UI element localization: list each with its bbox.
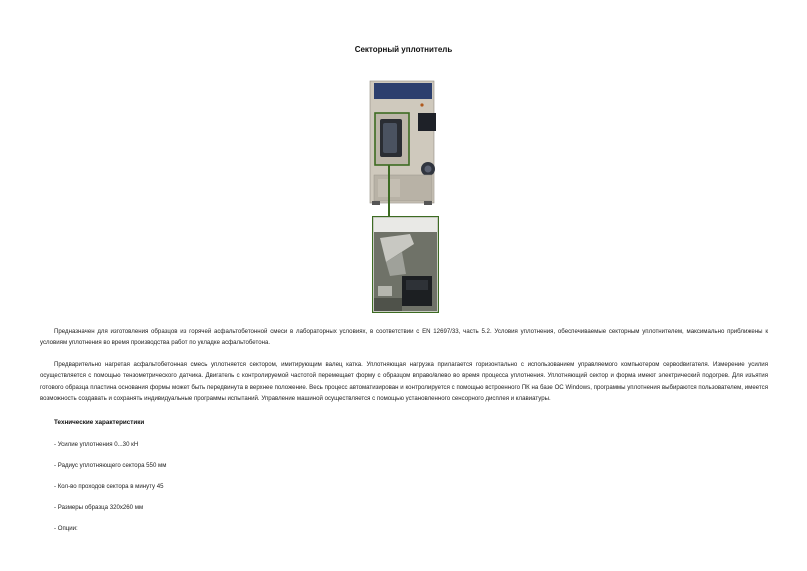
spec-item-sample-size: - Размеры образца 320х260 мм	[54, 504, 144, 511]
spec-item-force: - Усилие уплотнения 0...30 кН	[54, 441, 139, 448]
sector-detail-photo	[372, 216, 439, 313]
specs-heading: Технические характеристики	[54, 419, 145, 426]
spec-item-radius: - Радиус уплотняющего сектора 550 мм	[54, 462, 167, 469]
callout-line	[388, 165, 390, 217]
description-paragraph-2: Предварительно нагретая асфальтобетонная смесь уплотняется сектором, имитирующим валец катка. Уплотняющая нагрузка прилагается горизонтально с использованием управляемого компьютером сервodвигателя. Измерение усилия осуществляется с помощью тензометрического датчика. Двигатель с контролируемой частотой перемещает форму с образцом вправо/влево во время процесса уплотнения. Уплотняющий сектор и форма имеют электрический подогрев. Для изъятия готового образца пластина основания формы может быть передвинута в верхнее положение. Весь процесс автоматизирован и контролируется с помощью встроенного ПК на базе ОС Windows, программы уплотнения выбираются пользователем, имеется возможность создавать и сохранять индивидуальные программы испытаний. Управление машиной осуществляется с помощью установленного сенсорного дисплея и клавиатуры.	[40, 361, 768, 402]
page-title: Секторный уплотнитель	[354, 45, 453, 54]
sector-compactor-photo	[368, 79, 440, 207]
spec-item-options: - Опции:	[54, 525, 78, 532]
description-paragraph-1: Предназначен для изготовления образцов из горячей асфальтобетонной смеси в лабораторных условиях, в соответствии с EN 12697/33, часть 5.2. Условия уплотнения, обеспечиваемые секторным уплотнителем, максимально приближены к условиям уплотнения во время производства работ по укладке асфальтобетона.	[40, 328, 768, 347]
spec-item-passes: - Кол-во проходов сектора в минуту 45	[54, 483, 164, 490]
